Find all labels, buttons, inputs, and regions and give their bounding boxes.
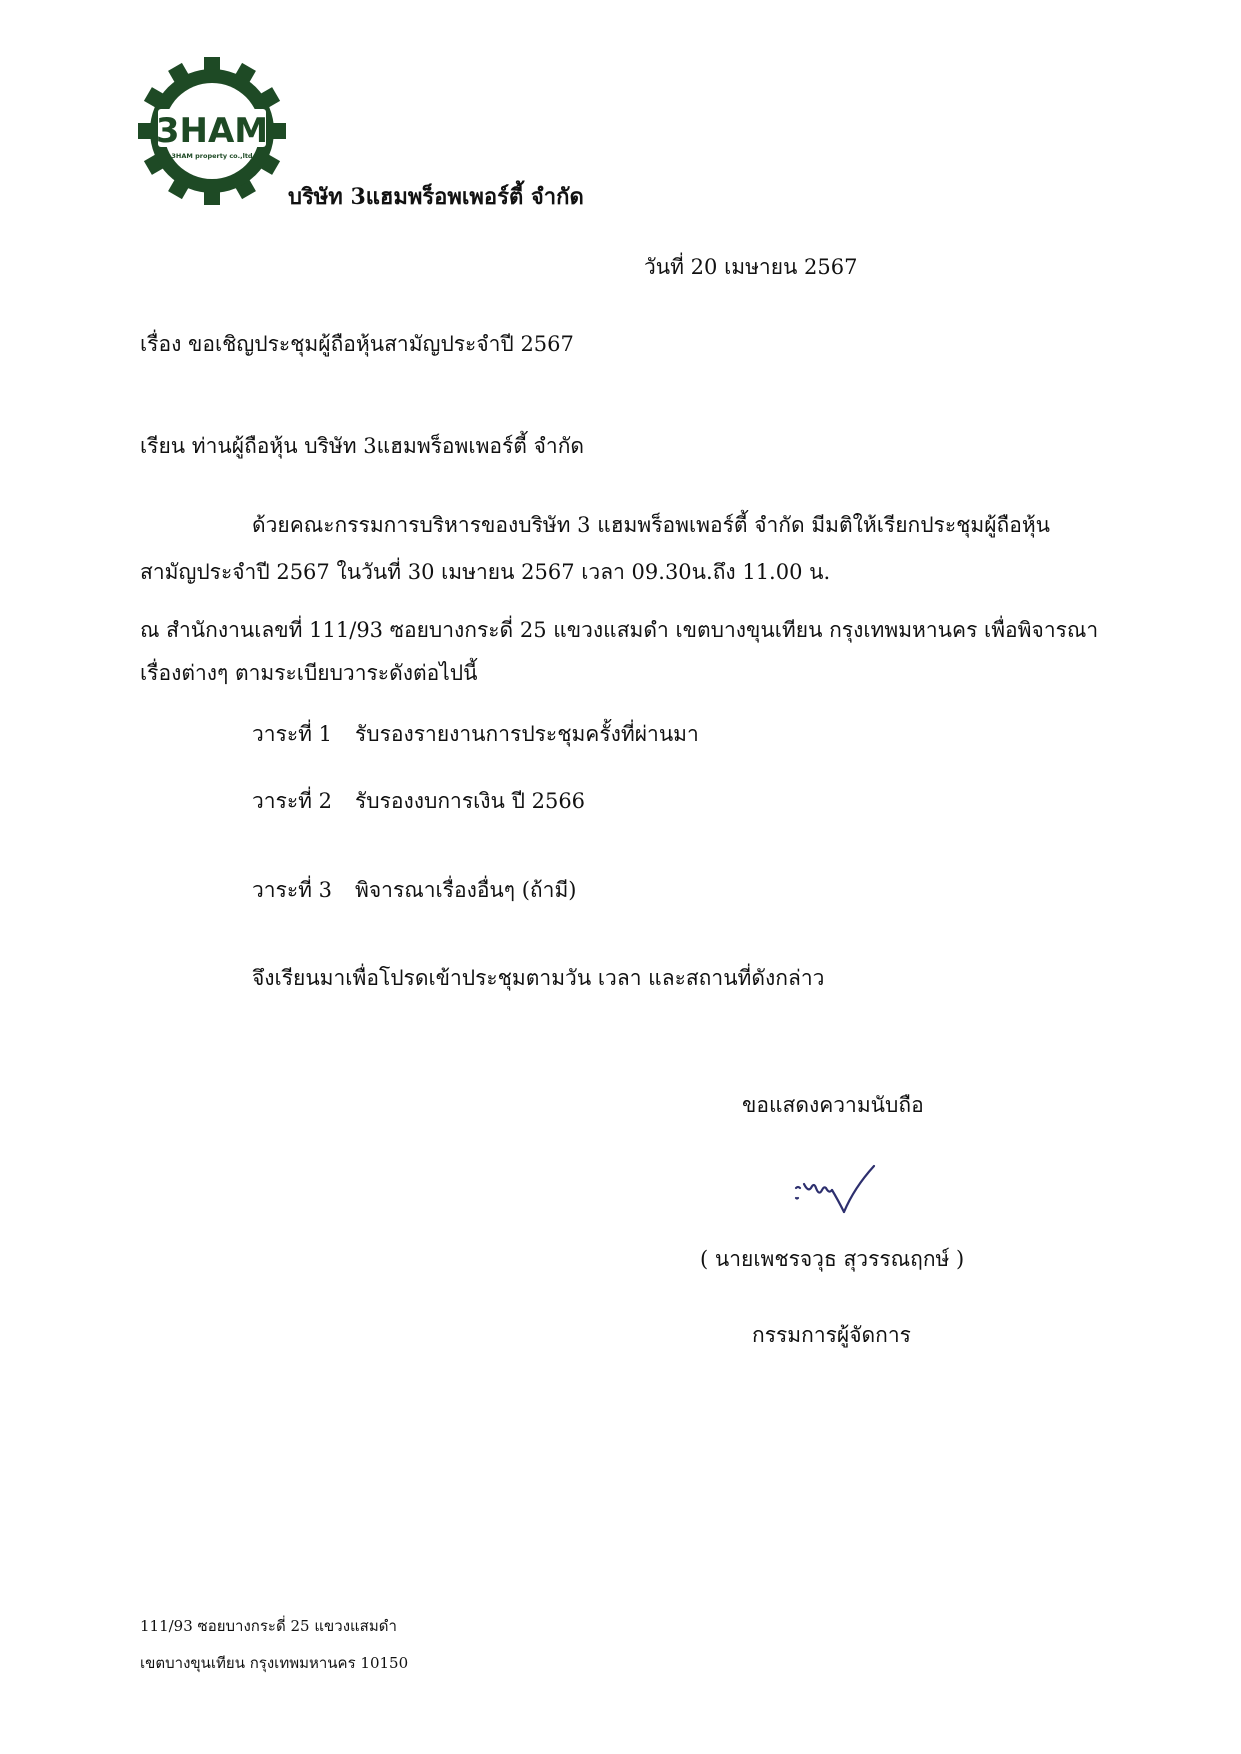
letter-subject: เรื่อง ขอเชิญประชุมผู้ถือหุ้นสามัญประจำปี 2567 [140, 332, 574, 356]
agenda-item-1-label: วาระที่ 1 [252, 722, 333, 746]
agenda-item-3-label: วาระที่ 3 [252, 878, 333, 902]
agenda-item-2-label: วาระที่ 2 [252, 789, 333, 813]
company-logo [138, 57, 286, 205]
paragraph2-line2: เรื่องต่างๆ ตามระเบียบวาระดังต่อไปนี้ [140, 661, 478, 685]
closing-sentence: จึงเรียนมาเพื่อโปรดเข้าประชุมตามวัน เวลา และสถานที่ดังกล่าว [252, 966, 825, 990]
logo-subtext: 3HAM property co.,ltd [171, 152, 253, 160]
paragraph1-line1: ด้วยคณะกรรมการบริหารของบริษัท 3 แฮมพร็อพเพอร์ตี้ จำกัด มีมติให้เรียกประชุมผู้ถือหุ้น [252, 513, 1051, 537]
footer-address-line2: เขตบางขุนเทียน กรุงเทพมหานคร 10150 [140, 1654, 409, 1672]
signer-title: กรรมการผู้จัดการ [752, 1323, 911, 1347]
agenda-item-2-text: รับรองงบการเงิน ปี 2566 [355, 789, 586, 813]
gear-logo-icon [138, 57, 286, 205]
footer-address-line1: 111/93 ซอยบางกระดี่ 25 แขวงแสมดำ [140, 1617, 397, 1635]
logo-text: 3HAM [155, 111, 269, 151]
regards: ขอแสดงความนับถือ [742, 1093, 924, 1117]
paragraph1-line2: สามัญประจำปี 2567 ในวันที่ 30 เมษายน 2567 เวลา 09.30น.ถึง 11.00 น. [140, 560, 831, 584]
handwritten-signature [786, 1160, 886, 1232]
paragraph2-line1: ณ สำนักงานเลขที่ 111/93 ซอยบางกระดี่ 25 แขวงแสมดำ เขตบางขุนเทียน กรุงเทพมหานคร เพื่อพิจารณา [140, 618, 1099, 642]
agenda-item-1-text: รับรองรายงานการประชุมครั้งที่ผ่านมา [355, 722, 699, 746]
letter-salutation: เรียน ท่านผู้ถือหุ้น บริษัท 3แฮมพร็อพเพอร์ตี้ จำกัด [140, 434, 585, 458]
letter-date: วันที่ 20 เมษายน 2567 [644, 255, 858, 279]
signer-name: ( นายเพชรจวุธ สุวรรณฤกษ์ ) [700, 1247, 965, 1271]
agenda-item-3-text: พิจารณาเรื่องอื่นๆ (ถ้ามี) [355, 878, 577, 902]
company-name: บริษัท 3แฮมพร็อพเพอร์ตี้ จำกัด [288, 184, 584, 210]
